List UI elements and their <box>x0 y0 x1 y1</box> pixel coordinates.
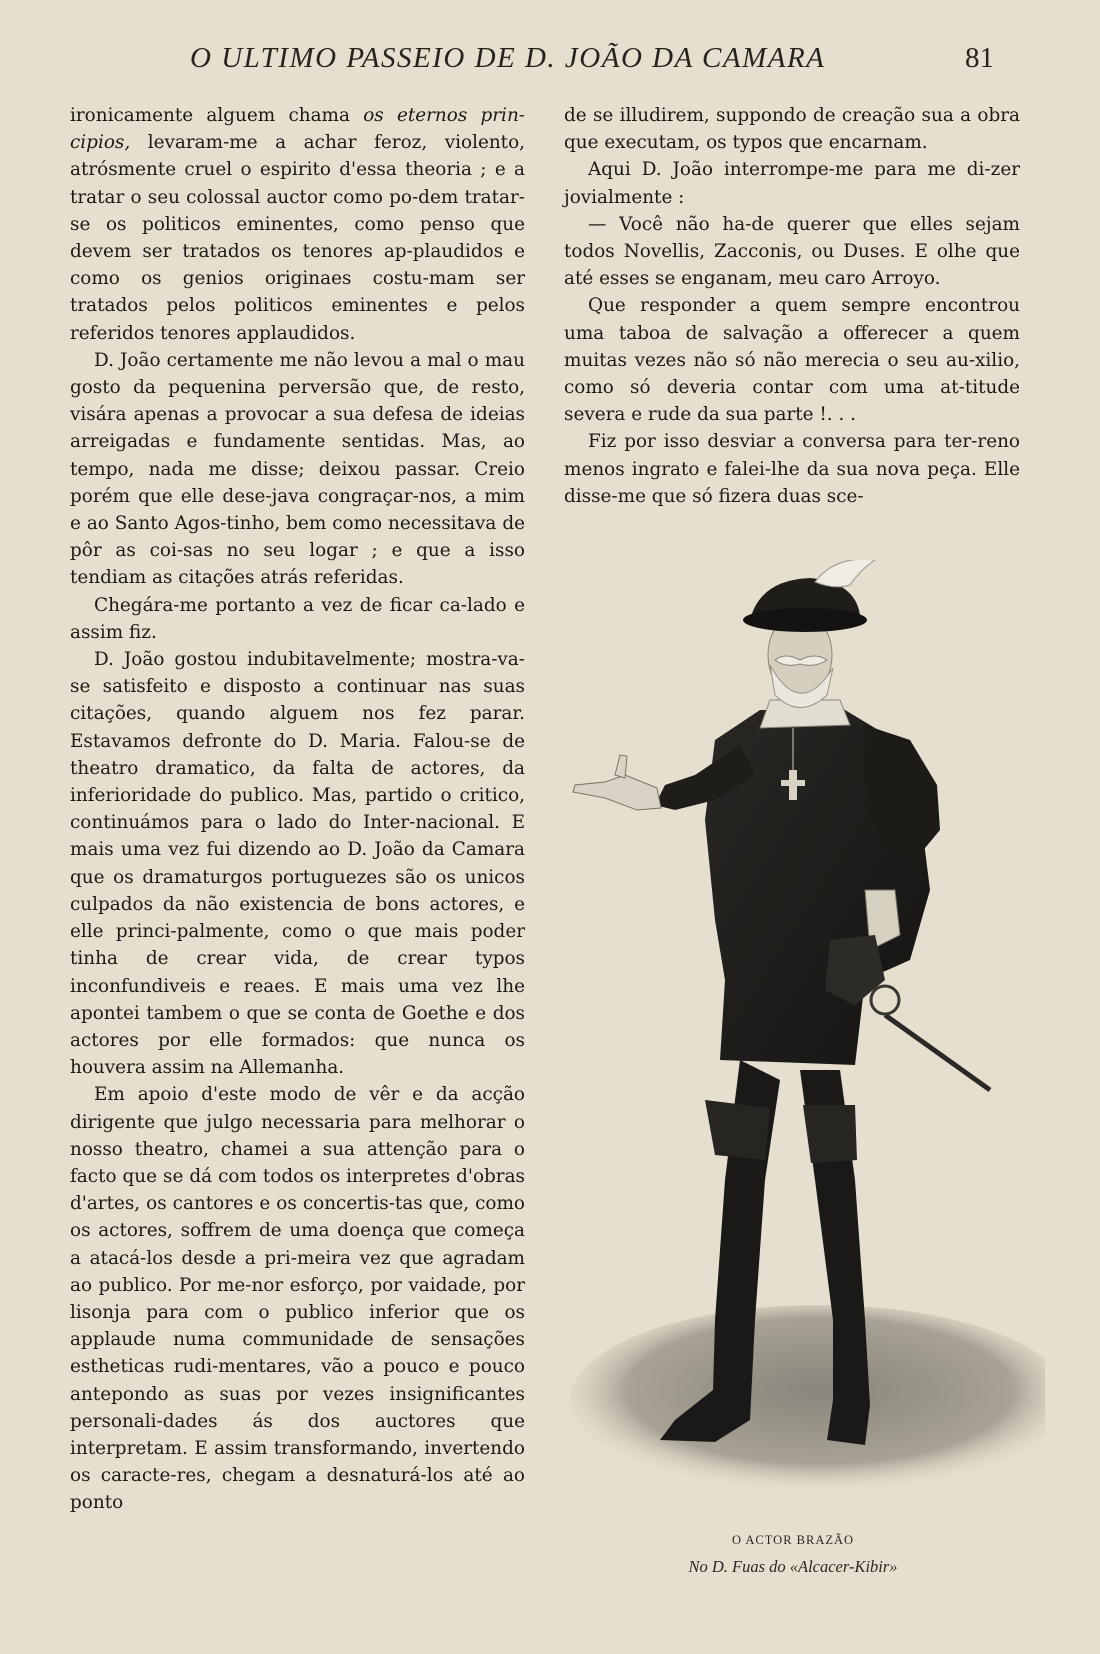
sword-blade <box>885 1015 990 1090</box>
left-boot-cuff <box>705 1100 770 1160</box>
right-boot-cuff <box>803 1105 857 1163</box>
paragraph: Em apoio d'este modo de vêr e da acção dirigente que julgo necessaria para melhorar o nosso theatro, chamei a sua attenção para o facto que se dá com todos os interpretes d'obras d'artes, os cantores e os concertis-tas que, como os actores, soffrem de uma doença que começa a atacá-los desde a pri-meira vez que agradam ao publico. Por me-nor esforço, por vaidade, por lisonja para com o publico inferior que os applaude numa communidade de sensações estheticas rudi-mentares, vão a pouco e pouco antepondo as suas por vezes insignificantes personali-dades ás dos auctores que interpretam. E assim transformando, invertendo os caracte-res, chegam a desnaturá-los até ao ponto <box>70 1084 525 1514</box>
paragraph: ironicamente alguem chama os eternos prin-cipios, levaram-me a achar feroz, violento, atrósmente cruel o espirito d'essa theoria ; e a tratar o seu colossal auctor como po-dem tratar-se os politicos eminentes, como penso que devem ser tratados os tenores ap-plaudidos e como os genios originaes costu-mam ser tratados pelos politicos eminentes e pelos referidos tenores applaudidos. <box>70 105 525 344</box>
paragraph: Chegára-me portanto a vez de ficar ca-lado e assim fiz. <box>70 594 525 643</box>
raised-finger <box>615 755 627 778</box>
paragraph: Fiz por isso desviar a conversa para ter-reno menos ingrato e falei-lhe da sua nova peça. Elle disse-me que só fizera duas sce- <box>564 431 1020 507</box>
actor-illustration <box>565 560 1045 1535</box>
figure-caption-subtitle: No D. Fuas do «Alcacer-Kibir» <box>688 1557 898 1576</box>
paragraph: Que responder a quem sempre encontrou uma taboa de salvação a offerecer a quem muitas vezes não só não merecia o seu au-xilio, como só deveria contar com uma at-titude severa e rude da sua parte !. . . <box>564 295 1020 426</box>
emphasis: os eternos prin-cipios, <box>70 105 525 154</box>
lower-hand <box>825 935 885 1005</box>
figure-caption-title: O ACTOR BRAZÃO <box>731 1533 855 1547</box>
actor-photograph <box>565 560 1045 1535</box>
ground-shadow <box>570 1305 1045 1495</box>
left-column <box>70 102 525 1517</box>
hat-brim <box>743 608 867 632</box>
extended-hand <box>573 775 661 810</box>
page-number: 81 <box>965 42 994 74</box>
paragraph: D. João certamente me não levou a mal o mau gosto da pequenina perversão que, de resto, visára apenas a provocar a sua defesa de ideias arreigadas e fundamente sentidas. Mas, ao tempo, nada me disse; deixou passar. Creio porém que elle dese-java congraçar-nos, a mim e ao Santo Agos-tinho, bem como necessitava de pôr as coi-sas no seu logar ; e que a isso tendiam as citações atrás referidas. <box>70 349 525 589</box>
paragraph: Aqui D. João interrompe-me para me di-zer jovialmente : <box>564 159 1020 208</box>
paragraph: D. João gostou indubitavelmente; mostra-va-se satisfeito e disposto a continuar nas suas citações, quando alguem nos fez parar. Estavamos defronte do D. Maria. Falou-se de theatro dramatico, da falta de actores, da inferioridade do publico. Mas, partido o critico, continuámos para o lado do Inter-nacional. E mais uma vez fui dizendo ao D. João da Camara que os dramaturgos portuguezes são os unicos culpados da não existencia de bons actores, e elle princi-palmente, como o que mais poder tinha de crear vida, de crear typos inconfundiveis e reaes. E mais uma vez lhe apontei tambem o que se conta de Goethe e dos actores por elle formados: que nunca os houvera assim na Allemanha. <box>70 649 525 1079</box>
hat-feather <box>815 560 875 587</box>
dialogue-paragraph: — Você não ha-de querer que elles sejam todos Novellis, Zacconis, ou Duses. E olhe que até esses se enganam, meu caro Arroyo. <box>564 213 1020 290</box>
sword-hilt <box>871 986 899 1014</box>
running-title: O ULTIMO PASSEIO DE D. JOÃO DA CAMARA <box>190 42 826 74</box>
right-column <box>564 102 1020 510</box>
paragraph: de se illudirem, suppondo de creação sua a obra que executam, os typos que encarnam. <box>564 105 1020 154</box>
